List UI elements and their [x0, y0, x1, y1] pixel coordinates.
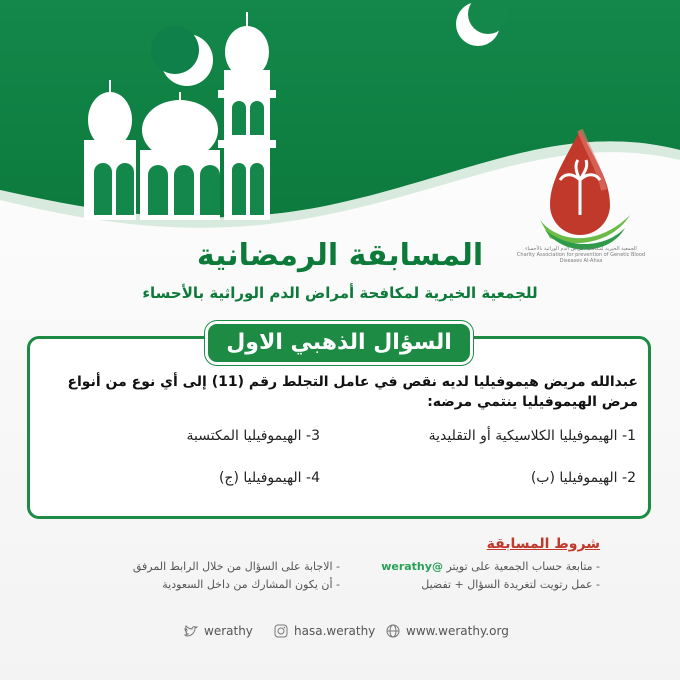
- logo-english-name: Charity Association for prevention of Genetic Blood Diseases Al-Ahsa: [516, 252, 646, 264]
- page-title: المسابقة الرمضانية: [196, 238, 484, 273]
- footer-twitter[interactable]: [184, 620, 253, 642]
- question-text: عبدالله مريض هيموفيليا لديه نقص في عامل التجلط رقم (11) إلى أي نوع من أنواع مرض الهيموفيليا ينتمي مرضه:: [67, 374, 638, 410]
- option-2: 2- الهيموفيليا (ب): [530, 470, 636, 486]
- twitter-icon: [184, 624, 198, 638]
- term-eligibility: - أن يكون المشارك من داخل السعودية: [162, 578, 340, 591]
- option-4: 4- الهيموفيليا (ج): [218, 470, 320, 486]
- term-retweet: - عمل رتويت لتغريدة السؤال + تفضيل: [421, 578, 600, 591]
- instagram-icon: [274, 624, 288, 638]
- page-subtitle: للجمعية الخيرية لمكافحة أمراض الدم الوراثية بالأحساء: [142, 284, 538, 302]
- twitter-handle: @werathy: [381, 560, 443, 573]
- term-answer: - الاجابة على السؤال من خلال الرابط المرفق: [132, 560, 340, 573]
- option-3: 3- الهيموفيليا المكتسبة: [186, 428, 320, 444]
- logo-arabic-name: الجمعية الخيرية لمكافحة أمراض الدم الوراثية بالأحساء: [525, 246, 637, 252]
- footer-instagram-text: hasa.werathy: [294, 624, 376, 638]
- globe-icon: [386, 624, 400, 638]
- footer-website[interactable]: [386, 620, 509, 642]
- term-follow-text: - متابعة حساب الجمعية على تويتر: [446, 560, 600, 573]
- footer-twitter-text: werathy: [204, 624, 253, 638]
- terms-title: شروط المسابقة: [486, 536, 600, 552]
- term-follow: [350, 559, 600, 575]
- question-title: السؤال الذهبي الاول: [205, 321, 473, 365]
- footer-website-text: www.werathy.org: [406, 624, 509, 638]
- option-1: 1- الهيموفيليا الكلاسيكية أو التقليدية: [428, 428, 636, 444]
- footer-instagram[interactable]: [274, 620, 375, 642]
